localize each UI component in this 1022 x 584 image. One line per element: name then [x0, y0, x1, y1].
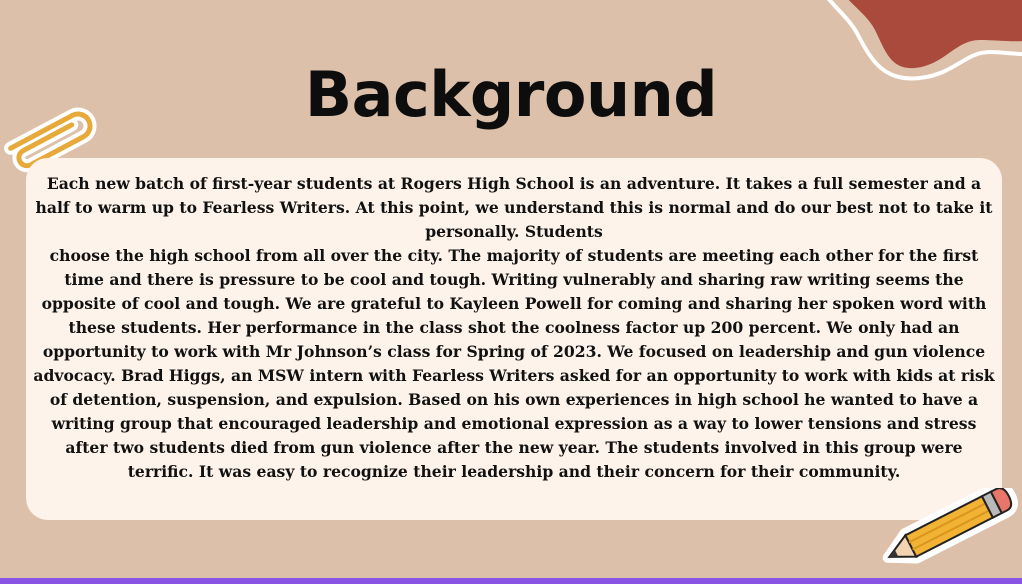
- pencil-icon: [878, 488, 1022, 564]
- content-card: [26, 158, 1002, 520]
- background-paragraph: Each new batch of first-year students at Rogers High School is an adventure. It takes a full semester and a half to warm up to Fearless Writers. At this point, we understand this is normal and do our best not to take it personally. Students choose the high school from all over the city. The majority of students are meeting each other for the first time and there is pressure to be cool and tough. Writing vulnerably and sharing raw writing seems the opposite of cool and tough. We are grateful to Kayleen Powell for coming and sharing her spoken word with these students. Her performance in the class shot the coolness factor up 200 percent. We only had an opportunity to work with Mr Johnson’s class for Spring of 2023. We focused on leadership and gun violence advocacy. Brad Higgs, an MSW intern with Fearless Writers asked for an opportunity to work with kids at risk of detention, suspension, and expulsion. Based on his own experiences in high school he wanted to have a writing group that encouraged leadership and emotional expression as a way to lower tensions and stress after two students died from gun violence after the new year. The students involved in this group were terrific. It was easy to recognize their leadership and their concern for their community.: [33, 174, 995, 481]
- page-title: Background: [304, 58, 718, 131]
- bottom-accent-bar: [0, 578, 1022, 584]
